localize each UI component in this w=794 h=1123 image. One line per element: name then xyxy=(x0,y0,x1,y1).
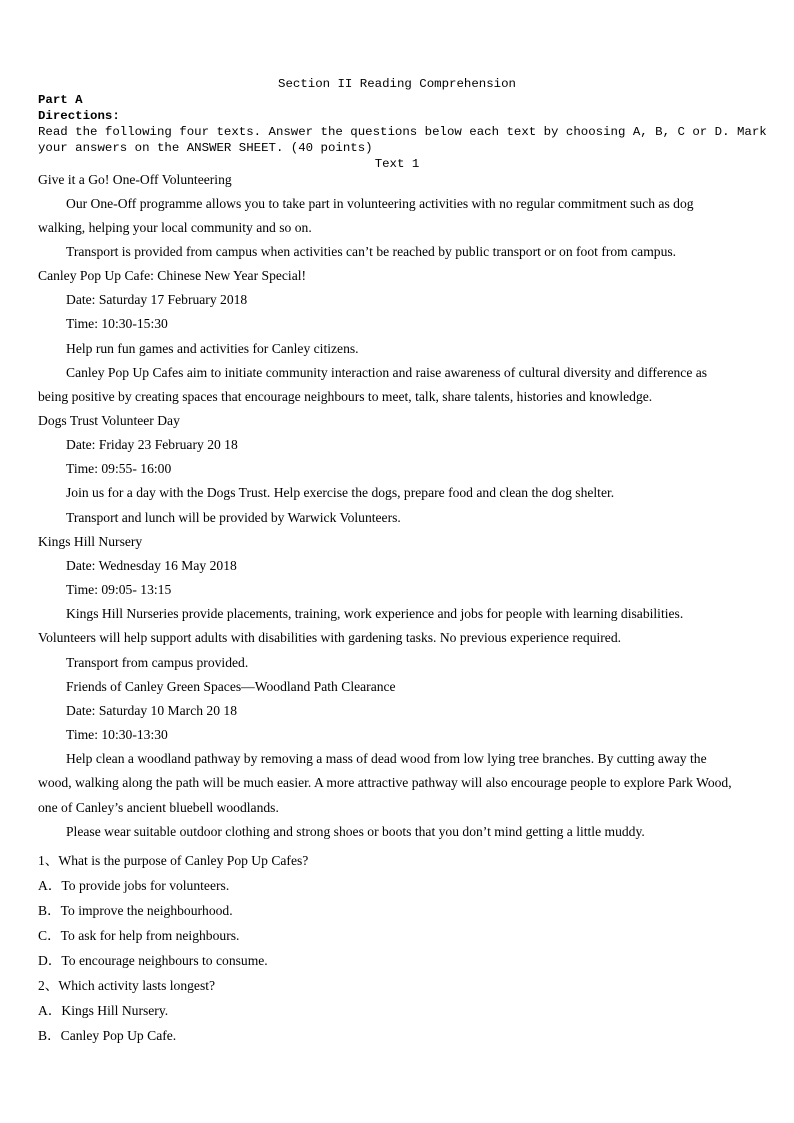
text-label: Text 1 xyxy=(374,157,420,171)
question-1-stem: 1、What is the purpose of Canley Pop Up Cafes? xyxy=(38,853,309,868)
question-1-option-a: A．To provide jobs for volunteers. xyxy=(38,878,230,893)
intro-paragraph-1-line-1: Our One-Off programme allows you to take part in volunteering activities with no regular commitment such as dog xyxy=(66,196,694,211)
nursery-paragraph-1-line-1: Kings Hill Nurseries provide placements, training, work experience and jobs for people with learning disabilities. xyxy=(66,606,684,621)
question-2-option-a: A．Kings Hill Nursery. xyxy=(38,1003,169,1018)
dogs-paragraph-1: Join us for a day with the Dogs Trust. Help exercise the dogs, prepare food and clean the dog shelter. xyxy=(66,485,615,500)
question-2-stem: 2、Which activity lasts longest? xyxy=(38,978,216,993)
woodland-paragraph-2: Please wear suitable outdoor clothing and strong shoes or boots that you don’t mind getting a little muddy. xyxy=(66,824,645,839)
dogs-title: Dogs Trust Volunteer Day xyxy=(38,413,180,428)
directions-text-line-1: Read the following four texts. Answer the questions below each text by choosing A, B, C or D. Mark xyxy=(38,125,767,139)
question-1-option-d: D．To encourage neighbours to consume. xyxy=(38,953,268,968)
nursery-paragraph-1-line-2: Volunteers will help support adults with disabilities with gardening tasks. No previous experience required. xyxy=(38,630,622,645)
nursery-date: Date: Wednesday 16 May 2018 xyxy=(66,558,237,573)
question-1-option-c: C．To ask for help from neighbours. xyxy=(38,928,240,943)
intro-paragraph-1-line-2: walking, helping your local community and so on. xyxy=(38,220,312,235)
directions-label: Directions: xyxy=(38,109,120,123)
directions-text-line-2: your answers on the ANSWER SHEET. (40 points) xyxy=(38,141,373,155)
cafe-paragraph-2-line-1: Canley Pop Up Cafes aim to initiate community interaction and raise awareness of cultural diversity and difference as xyxy=(66,365,708,380)
woodland-paragraph-1-line-2: wood, walking along the path will be much easier. A more attractive pathway will also encourage people to explore Park Wood, xyxy=(38,775,732,790)
intro-paragraph-2: Transport is provided from campus when activities can’t be reached by public transport or on foot from campus. xyxy=(66,244,677,259)
woodland-paragraph-1-line-3: one of Canley’s ancient bluebell woodlands. xyxy=(38,800,279,815)
part-label: Part A xyxy=(38,93,83,107)
dogs-paragraph-2: Transport and lunch will be provided by Warwick Volunteers. xyxy=(66,510,401,525)
section-title: Section II Reading Comprehension xyxy=(278,77,516,91)
nursery-time: Time: 09:05- 13:15 xyxy=(66,582,172,597)
cafe-paragraph-2-line-2: being positive by creating spaces that encourage neighbours to meet, talk, share talents, histories and knowledge. xyxy=(38,389,653,404)
nursery-title: Kings Hill Nursery xyxy=(38,534,143,549)
question-2-option-b: B．Canley Pop Up Cafe. xyxy=(38,1028,177,1043)
woodland-paragraph-1-line-1: Help clean a woodland pathway by removing a mass of dead wood from low lying tree branches. By cutting away the xyxy=(66,751,707,766)
dogs-time: Time: 09:55- 16:00 xyxy=(66,461,172,476)
cafe-paragraph-1: Help run fun games and activities for Canley citizens. xyxy=(66,341,359,356)
cafe-date: Date: Saturday 17 February 2018 xyxy=(66,292,248,307)
woodland-date: Date: Saturday 10 March 20 18 xyxy=(66,703,238,718)
cafe-time: Time: 10:30-15:30 xyxy=(66,316,168,331)
dogs-date: Date: Friday 23 February 20 18 xyxy=(66,437,238,452)
question-1-option-b: B．To improve the neighbourhood. xyxy=(38,903,233,918)
cafe-title: Canley Pop Up Cafe: Chinese New Year Special! xyxy=(38,268,307,283)
woodland-time: Time: 10:30-13:30 xyxy=(66,727,168,742)
nursery-paragraph-2: Transport from campus provided. xyxy=(66,655,249,670)
woodland-title: Friends of Canley Green Spaces—Woodland Path Clearance xyxy=(66,679,396,694)
intro-title: Give it a Go! One-Off Volunteering xyxy=(38,172,232,187)
